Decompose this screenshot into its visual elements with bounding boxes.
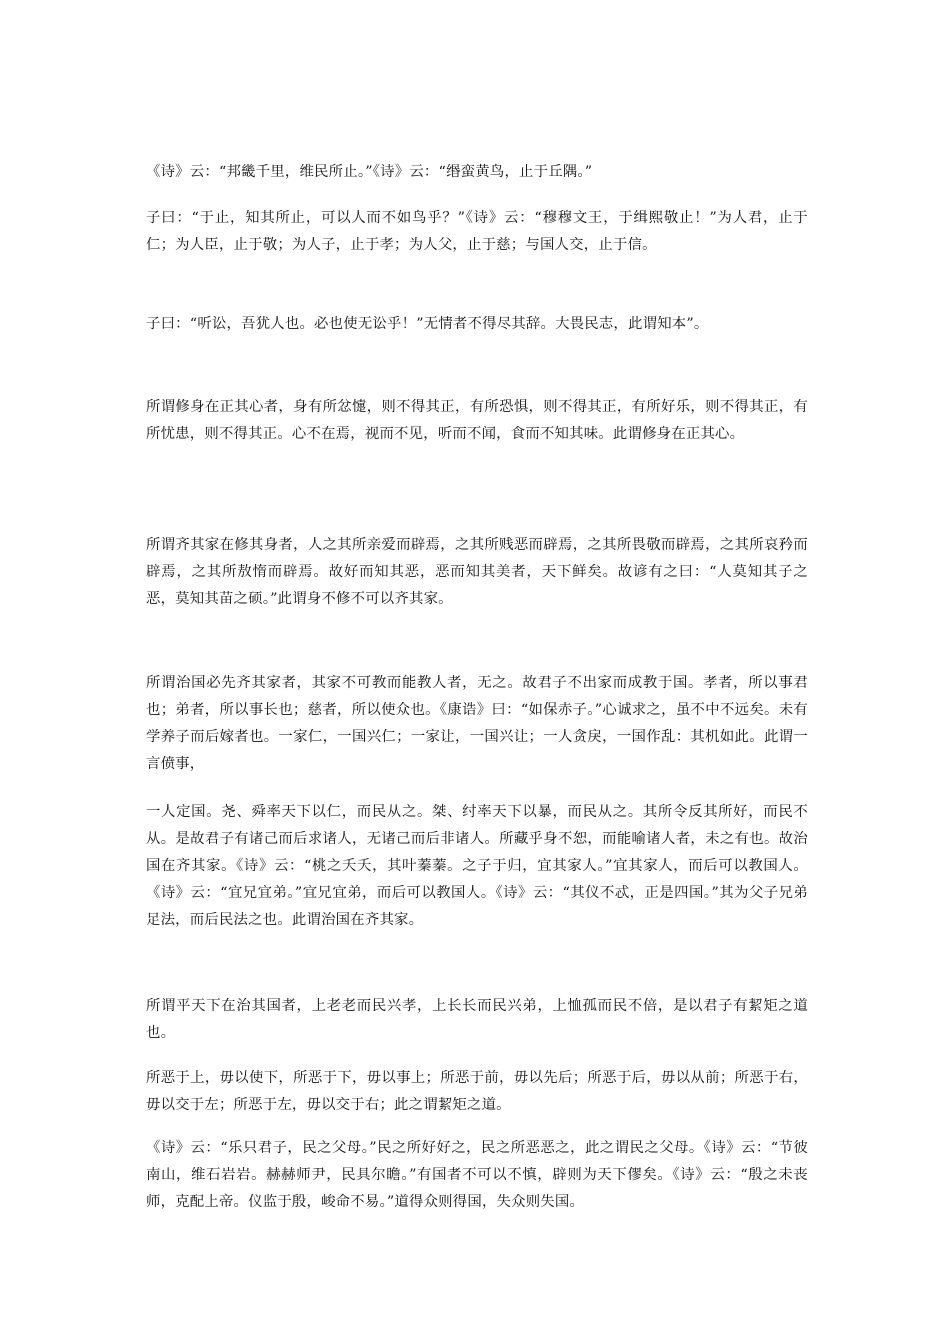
- paragraph-2: 子曰：“于止，知其所止，可以人而不如鸟乎？”《诗》云：“穆穆文王，于缉熙敬止！”为人君，止于仁；为人臣，止于敬；为人子，止于孝；为人父，止于慈；与国人交，止于信。: [146, 210, 808, 253]
- paragraph-9: 所恶于上，毋以使下，所恶于下，毋以事上；所恶于前，毋以先后；所恶于后，毋以从前；所恶于右，毋以交于左；所恶于左，毋以交于右；此之谓絜矩之道。: [146, 1070, 808, 1113]
- paragraph-7: 一人定国。尧、舜率天下以仁，而民从之。桀、纣率天下以暴，而民从之。其所令反其所好，而民不从。是故君子有诸己而后求诸人，无诸己而后非诸人。所藏乎身不恕，而能喻诸人者，未之有也。故治国在齐其家。《诗》云：“桃之夭夭，其叶蓁蓁。之子于归，宜其家人。”宜其家人，而后可以教国人。《诗》云：“宜兄宜弟。”宜兄宜弟，而后可以教国人。《诗》云：“其仪不忒，正是四国。”其为父子兄弟足法，而后民法之也。此谓治国在齐其家。: [146, 804, 808, 928]
- paragraph-1: 《诗》云：“邦畿千里，维民所止。”《诗》云：“缗蛮黄鸟，止于丘隅。”: [146, 164, 593, 180]
- paragraph-4: 所谓修身在正其心者，身有所忿懥，则不得其正，有所恐惧，则不得其正，有所好乐，则不得其正，有所忧患，则不得其正。心不在焉，视而不见，听而不闻，食而不知其味。此谓修身在正其心。: [146, 399, 808, 442]
- paragraph-10: 《诗》云：“乐只君子，民之父母。”民之所好好之，民之所恶恶之，此之谓民之父母。《诗》云：“节彼南山，维石岩岩。赫赫师尹，民具尔瞻。”有国者不可以不慎，辟则为天下僇矣。《诗》云：“殷之未丧师，克配上帝。仪监于殷，峻命不易。”道得众则得国，失众则失国。: [146, 1140, 808, 1210]
- paragraph-3: 子曰：“听讼，吾犹人也。必也使无讼乎！”无情者不得尽其辞。大畏民志，此谓知本”。: [146, 316, 709, 332]
- paragraph-6: 所谓治国必先齐其家者，其家不可教而能教人者，无之。故君子不出家而成教于国。孝者，所以事君也；弟者，所以事长也；慈者，所以使众也。《康诰》曰：“如保赤子。”心诚求之，虽不中不远矣。未有学养子而后嫁者也。一家仁，一国兴仁；一家让，一国兴让；一人贪戾，一国作乱：其机如此。此谓一言偾事，: [146, 675, 808, 772]
- paragraph-5: 所谓齐其家在修其身者，人之其所亲爱而辟焉，之其所贱恶而辟焉，之其所畏敬而辟焉，之其所哀矜而辟焉，之其所敖惰而辟焉。故好而知其恶，恶而知其美者，天下鲜矣。故谚有之曰：“人莫知其子之恶，莫知其苗之硕。”此谓身不修不可以齐其家。: [146, 537, 808, 607]
- paragraph-8: 所谓平天下在治其国者，上老老而民兴孝，上长长而民兴弟，上恤孤而民不倍，是以君子有絜矩之道也。: [146, 998, 808, 1041]
